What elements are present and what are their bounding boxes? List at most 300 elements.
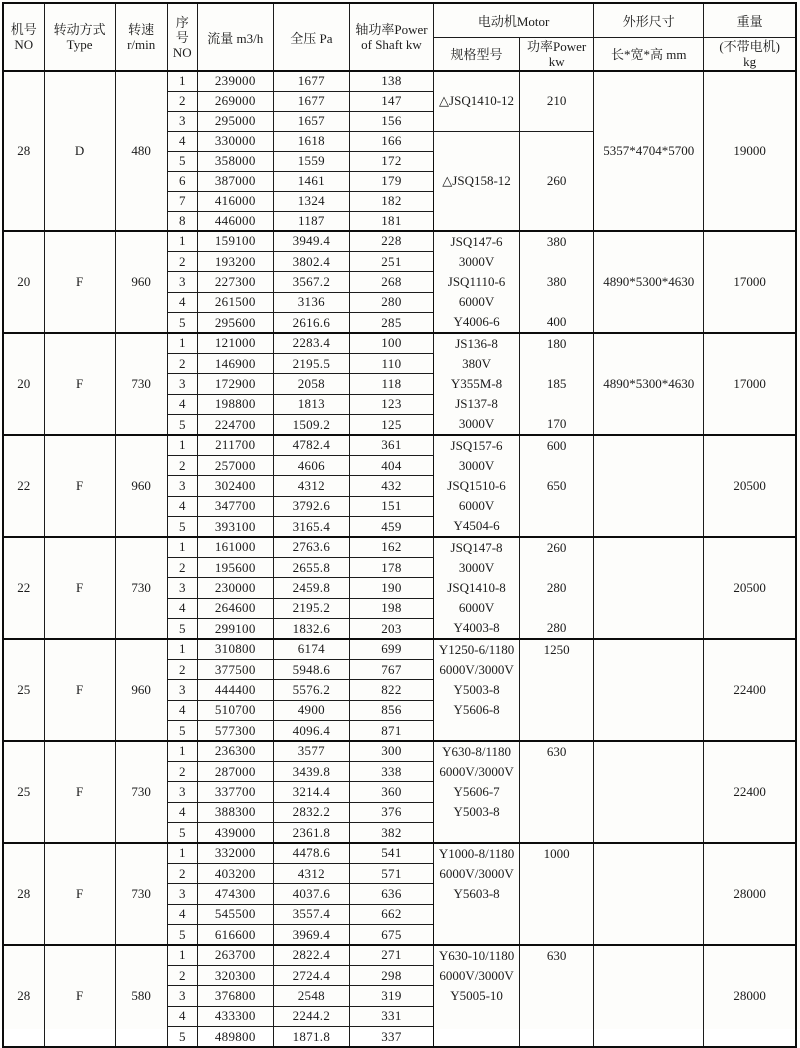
cell-line: 3000V — [458, 458, 495, 473]
header-dimensions-sub: 长*宽*高 mm — [594, 37, 704, 71]
seq-cell: 2 — [167, 455, 197, 475]
seq-cell: 2 — [167, 353, 197, 373]
pressure-cell: 3802.4 — [273, 251, 349, 271]
table-header — [3, 3, 796, 71]
machine-no-cell: 25 — [3, 639, 44, 741]
seq-cell: 1 — [167, 231, 197, 251]
weight-cell: 22400 — [704, 639, 796, 741]
flow-cell: 299100 — [197, 619, 273, 639]
cell-line: Y4003-8 — [453, 620, 500, 635]
machine-no-cell: 20 — [3, 231, 44, 333]
cell-line: JSQ147-8 — [450, 540, 503, 555]
cell-line: NO — [172, 44, 192, 60]
seq-cell: 2 — [167, 863, 197, 883]
shaft-power-cell: 662 — [349, 904, 433, 924]
seq-cell: 4 — [167, 700, 197, 720]
cell-line — [520, 558, 593, 578]
drive-type-cell: F — [44, 231, 115, 333]
header-machine-no — [3, 3, 44, 71]
cell-line: Y5606-8 — [453, 702, 500, 717]
seq-cell: 3 — [167, 680, 197, 700]
pressure-cell: 3577 — [273, 741, 349, 761]
pressure-cell: 3567.2 — [273, 272, 349, 292]
cell-line — [520, 720, 593, 740]
speed-cell: 730 — [115, 537, 167, 639]
motor-power-cell: 260 — [520, 131, 594, 231]
pressure-cell: 1677 — [273, 71, 349, 91]
pressure-cell: 6174 — [273, 639, 349, 659]
header-weight-title: 重量 — [704, 3, 796, 37]
shaft-power-cell: 404 — [349, 455, 433, 475]
pressure-cell: 3439.8 — [273, 761, 349, 781]
shaft-power-cell: 123 — [349, 394, 433, 414]
seq-cell: 8 — [167, 211, 197, 231]
cell-line: 400 — [546, 314, 567, 329]
cell-line: JSQ1410-8 — [447, 580, 506, 595]
cell-line: 1000 — [543, 846, 570, 861]
pressure-cell: 2459.8 — [273, 578, 349, 598]
pressure-cell: 3949.4 — [273, 231, 349, 251]
seq-cell: 2 — [167, 659, 197, 679]
speed-cell: 480 — [115, 71, 167, 231]
flow-cell: 320300 — [197, 965, 273, 985]
speed-cell: 960 — [115, 435, 167, 537]
cell-line: Y5003-8 — [453, 804, 500, 819]
seq-cell: 1 — [167, 843, 197, 863]
shaft-power-cell: 376 — [349, 802, 433, 822]
shaft-power-cell: 182 — [349, 191, 433, 211]
shaft-power-cell: 767 — [349, 659, 433, 679]
shaft-power-cell: 118 — [349, 374, 433, 394]
motor-spec-cell — [434, 843, 520, 945]
seq-cell: 2 — [167, 965, 197, 985]
drive-type-cell: D — [44, 71, 115, 231]
flow-cell: 403200 — [197, 863, 273, 883]
drive-type-cell: F — [44, 945, 115, 1047]
seq-cell: 6 — [167, 171, 197, 191]
motor-power-cell — [520, 945, 594, 1047]
shaft-power-cell: 162 — [349, 537, 433, 557]
drive-type-cell: F — [44, 843, 115, 945]
shaft-power-cell: 822 — [349, 680, 433, 700]
cell-line — [520, 986, 593, 1006]
seq-cell: 5 — [167, 415, 197, 435]
cell-line — [520, 496, 593, 516]
seq-cell: 5 — [167, 1027, 197, 1047]
cell-line: Y630-8/1180 — [442, 744, 511, 759]
flow-cell: 227300 — [197, 272, 273, 292]
dimensions-cell — [594, 945, 704, 1047]
flow-cell: 264600 — [197, 598, 273, 618]
flow-cell: 388300 — [197, 802, 273, 822]
shaft-power-cell: 156 — [349, 111, 433, 131]
pressure-cell: 2283.4 — [273, 333, 349, 353]
speed-cell: 730 — [115, 843, 167, 945]
weight-cell: 28000 — [704, 945, 796, 1047]
cell-line — [520, 598, 593, 618]
cell-line: 3000V — [458, 254, 495, 269]
weight-cell: 17000 — [704, 231, 796, 333]
cell-line: kw — [548, 53, 565, 69]
flow-cell: 510700 — [197, 700, 273, 720]
cell-line: 280 — [546, 580, 567, 595]
motor-spec-cell — [434, 741, 520, 843]
cell-line — [520, 966, 593, 986]
pressure-cell: 2822.4 — [273, 945, 349, 965]
pressure-cell: 1559 — [273, 151, 349, 171]
pressure-cell: 1324 — [273, 191, 349, 211]
cell-line — [520, 1026, 593, 1046]
seq-cell: 2 — [167, 761, 197, 781]
pressure-cell: 2616.6 — [273, 313, 349, 333]
dimensions-cell — [594, 843, 704, 945]
motor-power-cell — [520, 333, 594, 435]
pressure-cell: 4478.6 — [273, 843, 349, 863]
shaft-power-cell: 856 — [349, 700, 433, 720]
seq-cell: 4 — [167, 131, 197, 151]
shaft-power-cell: 636 — [349, 884, 433, 904]
pressure-cell: 2058 — [273, 374, 349, 394]
shaft-power-cell: 151 — [349, 496, 433, 516]
cell-line — [520, 516, 593, 536]
cell-line — [434, 904, 519, 924]
weight-cell: 22400 — [704, 741, 796, 843]
machine-block — [3, 231, 796, 333]
motor-spec-cell — [434, 639, 520, 741]
speed-cell: 730 — [115, 741, 167, 843]
shaft-power-cell: 203 — [349, 619, 433, 639]
flow-cell: 302400 — [197, 476, 273, 496]
header-motor-power — [520, 37, 594, 71]
shaft-power-cell: 280 — [349, 292, 433, 312]
pressure-cell: 2763.6 — [273, 537, 349, 557]
motor-power-cell — [520, 741, 594, 843]
flow-cell: 358000 — [197, 151, 273, 171]
pressure-cell: 1509.2 — [273, 415, 349, 435]
seq-cell: 5 — [167, 619, 197, 639]
motor-power-cell — [520, 639, 594, 741]
cell-line — [520, 864, 593, 884]
cell-line: 170 — [546, 416, 567, 431]
cell-line: Y5603-8 — [453, 886, 500, 901]
flow-cell: 332000 — [197, 843, 273, 863]
shaft-power-cell: 285 — [349, 313, 433, 333]
drive-type-cell: F — [44, 741, 115, 843]
flow-cell: 295000 — [197, 111, 273, 131]
seq-cell: 1 — [167, 71, 197, 91]
seq-cell: 5 — [167, 823, 197, 843]
pressure-cell: 2244.2 — [273, 1006, 349, 1026]
flow-cell: 121000 — [197, 333, 273, 353]
drive-type-cell: F — [44, 537, 115, 639]
pressure-cell: 5948.6 — [273, 659, 349, 679]
machine-block — [3, 537, 796, 639]
cell-line: 280 — [546, 620, 567, 635]
shaft-power-cell: 271 — [349, 945, 433, 965]
seq-cell: 5 — [167, 721, 197, 741]
machine-block — [3, 945, 796, 1047]
cell-line: Y4504-6 — [453, 518, 500, 533]
seq-cell: 4 — [167, 1006, 197, 1026]
pressure-cell: 4782.4 — [273, 435, 349, 455]
flow-cell: 198800 — [197, 394, 273, 414]
shaft-power-cell: 138 — [349, 71, 433, 91]
shaft-power-cell: 178 — [349, 557, 433, 577]
header-weight-sub — [704, 37, 796, 71]
cell-line: 6000V — [458, 498, 495, 513]
cell-line — [434, 1006, 519, 1026]
flow-cell: 310800 — [197, 639, 273, 659]
cell-line: 380 — [546, 274, 567, 289]
seq-cell: 5 — [167, 151, 197, 171]
seq-cell: 3 — [167, 111, 197, 131]
seq-cell: 4 — [167, 904, 197, 924]
cell-line: Type — [66, 37, 93, 52]
motor-power-cell — [520, 843, 594, 945]
weight-cell: 20500 — [704, 537, 796, 639]
weight-cell: 20500 — [704, 435, 796, 537]
motor-spec-cell — [434, 333, 520, 435]
cell-line — [520, 884, 593, 904]
pressure-cell: 4312 — [273, 476, 349, 496]
machine-no-cell: 22 — [3, 435, 44, 537]
cell-line: Y5003-8 — [453, 682, 500, 697]
cell-line: Y5005-10 — [450, 988, 503, 1003]
flow-cell: 257000 — [197, 455, 273, 475]
drive-type-cell: F — [44, 435, 115, 537]
cell-line: 3000V — [458, 560, 495, 575]
pressure-cell: 1677 — [273, 91, 349, 111]
shaft-power-cell: 228 — [349, 231, 433, 251]
flow-cell: 211700 — [197, 435, 273, 455]
shaft-power-cell: 871 — [349, 721, 433, 741]
dimensions-cell: 4890*5300*4630 — [594, 333, 704, 435]
seq-cell: 3 — [167, 986, 197, 1006]
cell-line: 630 — [546, 948, 567, 963]
cell-line — [520, 660, 593, 680]
pressure-cell: 3214.4 — [273, 782, 349, 802]
header-flow: 流量 m3/h — [197, 3, 273, 71]
dimensions-cell: 4890*5300*4630 — [594, 231, 704, 333]
seq-cell: 3 — [167, 272, 197, 292]
pressure-cell: 3969.4 — [273, 925, 349, 945]
shaft-power-cell: 198 — [349, 598, 433, 618]
shaft-power-cell: 166 — [349, 131, 433, 151]
cell-line: 600 — [546, 438, 567, 453]
shaft-power-cell: 361 — [349, 435, 433, 455]
shaft-power-cell: 360 — [349, 782, 433, 802]
cell-line: JS136-8 — [455, 336, 498, 351]
seq-cell: 4 — [167, 496, 197, 516]
flow-cell: 377500 — [197, 659, 273, 679]
shaft-power-cell: 541 — [349, 843, 433, 863]
flow-cell: 230000 — [197, 578, 273, 598]
seq-cell: 1 — [167, 945, 197, 965]
cell-line: NO — [14, 37, 34, 52]
seq-cell: 3 — [167, 578, 197, 598]
pressure-cell: 3165.4 — [273, 517, 349, 537]
flow-cell: 376800 — [197, 986, 273, 1006]
cell-line: Y1250-6/1180 — [438, 642, 515, 657]
seq-cell: 1 — [167, 639, 197, 659]
flow-cell: 261500 — [197, 292, 273, 312]
shaft-power-cell: 147 — [349, 91, 433, 111]
cell-line: 260 — [546, 540, 567, 555]
seq-cell: 5 — [167, 313, 197, 333]
seq-cell: 4 — [167, 802, 197, 822]
speed-cell: 960 — [115, 231, 167, 333]
cell-line: Y1000-8/1180 — [438, 846, 515, 861]
pressure-cell: 1813 — [273, 394, 349, 414]
cell-line: JSQ1110-6 — [447, 274, 506, 289]
motor-spec-cell: △JSQ1410-12 — [434, 71, 520, 131]
table-row — [3, 435, 796, 455]
flow-cell: 159100 — [197, 231, 273, 251]
machine-block — [3, 741, 796, 843]
header-dimensions-title: 外形尺寸 — [594, 3, 704, 37]
seq-cell: 3 — [167, 476, 197, 496]
header-pressure: 全压 Pa — [273, 3, 349, 71]
cell-line — [520, 904, 593, 924]
shaft-power-cell: 298 — [349, 965, 433, 985]
speed-cell: 730 — [115, 333, 167, 435]
flow-cell: 444400 — [197, 680, 273, 700]
cell-line — [434, 924, 519, 944]
cell-line: 180 — [546, 336, 567, 351]
cell-line: JSQ147-6 — [450, 234, 503, 249]
cell-line: JSQ157-6 — [450, 438, 503, 453]
machine-no-cell: 25 — [3, 741, 44, 843]
cell-line: 630 — [546, 744, 567, 759]
weight-cell: 17000 — [704, 333, 796, 435]
cell-line: 号 — [175, 29, 189, 45]
cell-line: 185 — [546, 376, 567, 391]
cell-line — [520, 782, 593, 802]
seq-cell: 3 — [167, 374, 197, 394]
cell-line: of Shaft kw — [361, 37, 422, 52]
shaft-power-cell: 100 — [349, 333, 433, 353]
pressure-cell: 2361.8 — [273, 823, 349, 843]
cell-line: 轴功率Power — [355, 22, 428, 37]
shaft-power-cell: 251 — [349, 251, 433, 271]
cell-line — [434, 822, 519, 842]
cell-line: 1250 — [543, 642, 570, 657]
pressure-cell: 5576.2 — [273, 680, 349, 700]
speed-cell: 580 — [115, 945, 167, 1047]
pressure-cell: 3792.6 — [273, 496, 349, 516]
motor-spec-cell — [434, 231, 520, 333]
flow-cell: 172900 — [197, 374, 273, 394]
cell-line — [520, 394, 593, 414]
seq-cell: 3 — [167, 884, 197, 904]
table-row — [3, 741, 796, 761]
cell-line — [520, 1006, 593, 1026]
header-seq-no — [167, 3, 197, 71]
cell-line: 机号 — [10, 22, 37, 37]
shaft-power-cell: 459 — [349, 517, 433, 537]
cell-line — [520, 924, 593, 944]
seq-cell: 2 — [167, 91, 197, 111]
speed-cell: 960 — [115, 639, 167, 741]
shaft-power-cell: 190 — [349, 578, 433, 598]
flow-cell: 577300 — [197, 721, 273, 741]
shaft-power-cell: 125 — [349, 415, 433, 435]
seq-cell: 3 — [167, 782, 197, 802]
shaft-power-cell: 432 — [349, 476, 433, 496]
drive-type-cell: F — [44, 333, 115, 435]
header-drive-type — [44, 3, 115, 71]
shaft-power-cell: 181 — [349, 211, 433, 231]
table-row — [3, 843, 796, 863]
pressure-cell: 2195.5 — [273, 353, 349, 373]
table-row — [3, 231, 796, 251]
flow-cell: 236300 — [197, 741, 273, 761]
cell-line — [520, 822, 593, 842]
header-speed — [115, 3, 167, 71]
dimensions-cell — [594, 435, 704, 537]
cell-line — [520, 354, 593, 374]
shaft-power-cell: 268 — [349, 272, 433, 292]
seq-cell: 2 — [167, 251, 197, 271]
cell-line: 3000V — [458, 416, 495, 431]
cell-line — [520, 700, 593, 720]
seq-cell: 4 — [167, 292, 197, 312]
machine-block — [3, 639, 796, 741]
flow-cell: 616600 — [197, 925, 273, 945]
pressure-cell: 4037.6 — [273, 884, 349, 904]
flow-cell: 295600 — [197, 313, 273, 333]
cell-line: 序 — [175, 14, 189, 30]
cell-line: Y5606-7 — [453, 784, 500, 799]
flow-cell: 146900 — [197, 353, 273, 373]
dimensions-cell — [594, 537, 704, 639]
flow-cell: 239000 — [197, 71, 273, 91]
table-row — [3, 537, 796, 557]
flow-cell: 347700 — [197, 496, 273, 516]
pressure-cell: 3557.4 — [273, 904, 349, 924]
flow-cell: 161000 — [197, 537, 273, 557]
weight-cell: 19000 — [704, 71, 796, 231]
shaft-power-cell: 172 — [349, 151, 433, 171]
header-shaft-power — [349, 3, 433, 71]
cell-line: r/min — [127, 37, 156, 52]
flow-cell: 416000 — [197, 191, 273, 211]
seq-cell: 1 — [167, 537, 197, 557]
shaft-power-cell: 382 — [349, 823, 433, 843]
seq-cell: 5 — [167, 925, 197, 945]
flow-cell: 545500 — [197, 904, 273, 924]
motor-spec-cell — [434, 945, 520, 1047]
cell-line: (不带电机) — [719, 38, 780, 54]
motor-power-cell — [520, 231, 594, 333]
cell-line — [520, 802, 593, 822]
weight-cell: 28000 — [704, 843, 796, 945]
shaft-power-cell: 110 — [349, 353, 433, 373]
cell-line: 6000V/3000V — [439, 968, 514, 983]
flow-cell: 387000 — [197, 171, 273, 191]
pressure-cell: 2655.8 — [273, 557, 349, 577]
flow-cell: 195600 — [197, 557, 273, 577]
flow-cell: 433300 — [197, 1006, 273, 1026]
motor-spec-cell — [434, 435, 520, 537]
pressure-cell: 4096.4 — [273, 721, 349, 741]
cell-line: JSQ1510-6 — [447, 478, 506, 493]
flow-cell: 330000 — [197, 131, 273, 151]
table-row — [3, 945, 796, 965]
pressure-cell: 2832.2 — [273, 802, 349, 822]
machine-block — [3, 71, 796, 231]
flow-cell: 474300 — [197, 884, 273, 904]
